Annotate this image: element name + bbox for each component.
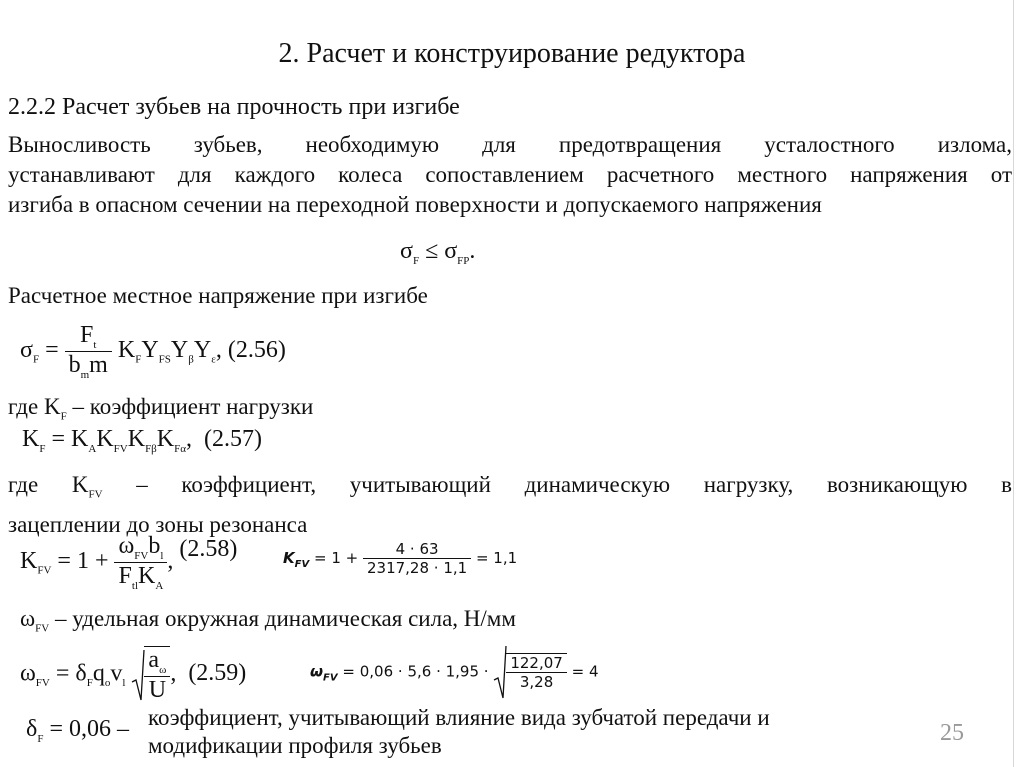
local-stress-label: Расчетное местное напряжение при изгибе xyxy=(8,283,428,308)
calc259-lhs: ω xyxy=(310,662,324,681)
omega-definition xyxy=(20,606,516,635)
eq259-number: (2.59) xyxy=(188,660,247,687)
eq258-numerator xyxy=(114,533,167,562)
eq259-a-sub: ω xyxy=(159,663,167,676)
delta-eq-value: = 0,06 – xyxy=(43,716,129,742)
eq259-a: a xyxy=(148,647,160,673)
eq256-den-m: m xyxy=(89,351,108,378)
eq257-equals: = xyxy=(51,426,66,452)
calc259-lhs-sub: FV xyxy=(323,672,338,684)
calc-2-58 xyxy=(283,540,517,577)
eq259-equals: = xyxy=(55,660,70,687)
calc259-radicand xyxy=(506,653,567,691)
calc258-result: = 1,1 xyxy=(475,549,518,567)
omega-def-text: – удельная окружная динамическая сила, Н/мм xyxy=(49,606,516,631)
calc259-fraction xyxy=(506,654,567,691)
equation-2-58 xyxy=(20,533,237,592)
slide-edge-line xyxy=(1013,0,1014,767)
condition-operator: ≤ xyxy=(425,238,439,264)
calc259-result: = 4 xyxy=(571,662,599,681)
eq257-number: (2.57) xyxy=(204,426,262,452)
eq258-comma: , xyxy=(167,547,174,574)
eq256-comma: , xyxy=(215,336,222,363)
eq256-yeps: Y xyxy=(193,336,212,363)
eq256-num-sym: F xyxy=(80,322,94,348)
eq259-v: v xyxy=(110,660,123,687)
eq258-lhs-sub: FV xyxy=(37,564,52,577)
eq256-den-b: b xyxy=(68,351,81,378)
calc258-fraction xyxy=(363,540,471,577)
delta-sub: F xyxy=(37,732,44,745)
calc258-plus: = 1 + xyxy=(313,549,359,567)
eq256-num-sub: t xyxy=(93,338,97,351)
eq257-kfv: K xyxy=(96,426,114,452)
eq256-ybeta-sub: β xyxy=(188,353,194,366)
eq256-lhs-sub: F xyxy=(32,353,40,366)
calc259-rad-den: 3,28 xyxy=(506,672,567,691)
section-heading: 2.2.2 Расчет зубьев на прочность при изгибе xyxy=(8,94,460,120)
omega-def-sub: FV xyxy=(35,622,50,635)
eq258-b-sub: l xyxy=(160,549,164,562)
eq259-delta-sub: F xyxy=(86,677,93,690)
kf-def-sub: F xyxy=(60,410,67,423)
condition-rhs: σ xyxy=(444,238,458,264)
eq259-radical-sign xyxy=(131,648,145,702)
eq258-omega: ω xyxy=(118,533,135,559)
omega-def-sym: ω xyxy=(20,606,36,631)
calc259-rad-num: 122,07 xyxy=(510,654,563,672)
kf-definition xyxy=(8,394,313,423)
intro-line-3: изгиба в опасном сечении на переходной поверхности и допускаемого напряжения xyxy=(8,192,822,217)
eq257-ka-sub: A xyxy=(88,442,97,455)
eq259-radicand xyxy=(144,646,170,704)
eq258-ft-sub: tl xyxy=(131,579,139,592)
eq258-lhs: K xyxy=(20,547,38,574)
condition-lhs: σ xyxy=(400,238,413,264)
equation-2-59 xyxy=(20,646,246,704)
eq256-den-b-sub: m xyxy=(80,368,90,381)
eq257-kfbeta-sub: Fβ xyxy=(145,442,157,455)
eq259-v-sub: l xyxy=(122,677,126,690)
kfv-def-sub: FV xyxy=(88,488,103,501)
kf-def-prefix: где K xyxy=(8,394,61,419)
equation-2-56 xyxy=(20,322,286,381)
kfv-def-suffix: – коэффициент, учитывающий динамическую нагрузку, возникающую в xyxy=(102,472,1012,497)
intro-line-2: устанавливают для каждого колеса сопоставлением расчетного местного напряжения от xyxy=(8,162,1012,187)
eq256-number: (2.56) xyxy=(227,336,286,363)
eq256-fraction xyxy=(65,322,112,381)
kfv-def-line-2: зацеплении до зоны резонанса xyxy=(8,511,308,537)
delta-def-line-2: модификации профиля зубьев xyxy=(148,733,442,758)
delta-def-line-1: коэффициент, учитывающий влияние вида зубчатой передачи и xyxy=(148,705,770,730)
strength-condition xyxy=(400,238,475,267)
eq258-fraction xyxy=(114,533,167,592)
calc-2-59 xyxy=(310,644,599,700)
delta-value xyxy=(26,716,129,745)
eq257-kfalpha-sub: Fα xyxy=(174,442,187,455)
eq259-rad-fraction xyxy=(144,647,170,704)
eq257-kfv-sub: FV xyxy=(113,442,128,455)
calc258-denominator: 2317,28 · 1,1 xyxy=(363,558,471,577)
eq257-ka: K xyxy=(71,426,89,452)
eq258-denominator xyxy=(114,562,167,592)
calc259-radical xyxy=(493,644,567,700)
eq256-kf-sub: F xyxy=(135,353,142,366)
eq256-yfs-sub: FS xyxy=(158,353,171,366)
eq258-number: (2.58) xyxy=(179,535,238,562)
eq257-kf: K xyxy=(22,426,40,452)
kfv-def-prefix: где K xyxy=(8,472,89,497)
delta-sym: δ xyxy=(26,716,38,742)
eq259-delta: δ xyxy=(75,660,87,687)
slide-title: 2. Расчет и конструирование редуктора xyxy=(278,38,746,69)
eq258-ft: F xyxy=(118,562,132,589)
condition-rhs-sub: FP xyxy=(457,254,470,267)
eq259-u: U xyxy=(144,676,170,704)
equation-2-57 xyxy=(22,426,262,455)
calc259-expr: = 0,06 · 5,6 · 1,95 · xyxy=(342,662,489,681)
eq256-lhs: σ xyxy=(20,336,33,363)
eq256-denominator xyxy=(65,351,112,381)
eq256-kf: K xyxy=(117,336,136,363)
eq256-ybeta: Y xyxy=(170,336,189,363)
eq257-kfalpha: K xyxy=(156,426,175,452)
intro-paragraph xyxy=(8,130,1012,220)
eq259-q-sub: o xyxy=(104,677,111,690)
calc258-lhs: K xyxy=(283,549,295,567)
eq257-comma: , xyxy=(186,426,193,452)
eq258-b: b xyxy=(148,533,161,559)
condition-end: . xyxy=(469,238,476,264)
eq256-numerator xyxy=(65,322,112,351)
eq257-kf-sub: F xyxy=(39,442,46,455)
intro-line-1: Выносливость зубьев, необходимую для предотвращения усталостного излома, xyxy=(8,132,1012,157)
delta-definition xyxy=(148,704,770,760)
eq257-kfbeta: K xyxy=(127,426,146,452)
eq259-lhs-sub: FV xyxy=(35,677,50,690)
page-number: 25 xyxy=(940,720,964,746)
eq259-q: q xyxy=(92,660,105,687)
kfv-definition xyxy=(8,470,1012,540)
kfv-def-line-1 xyxy=(8,470,1012,510)
eq258-ka: K xyxy=(138,562,156,589)
calc258-numerator: 4 · 63 xyxy=(395,540,439,558)
eq256-equals: = xyxy=(45,336,59,363)
eq259-rad-num xyxy=(144,647,170,676)
eq258-omega-sub: FV xyxy=(134,549,149,562)
condition-lhs-sub: F xyxy=(412,254,420,267)
eq258-ka-sub: A xyxy=(155,579,164,592)
calc259-radical-sign xyxy=(493,644,507,700)
eq256-yeps-sub: ε xyxy=(211,353,216,366)
eq256-yfs: Y xyxy=(141,336,159,363)
kf-def-suffix: – коэффициент нагрузки xyxy=(66,394,314,419)
calc258-lhs-sub: FV xyxy=(294,559,310,570)
eq259-radical xyxy=(131,646,170,704)
eq258-equals: = 1 + xyxy=(57,547,109,574)
eq259-comma: , xyxy=(170,660,177,687)
eq259-lhs: ω xyxy=(20,660,36,687)
